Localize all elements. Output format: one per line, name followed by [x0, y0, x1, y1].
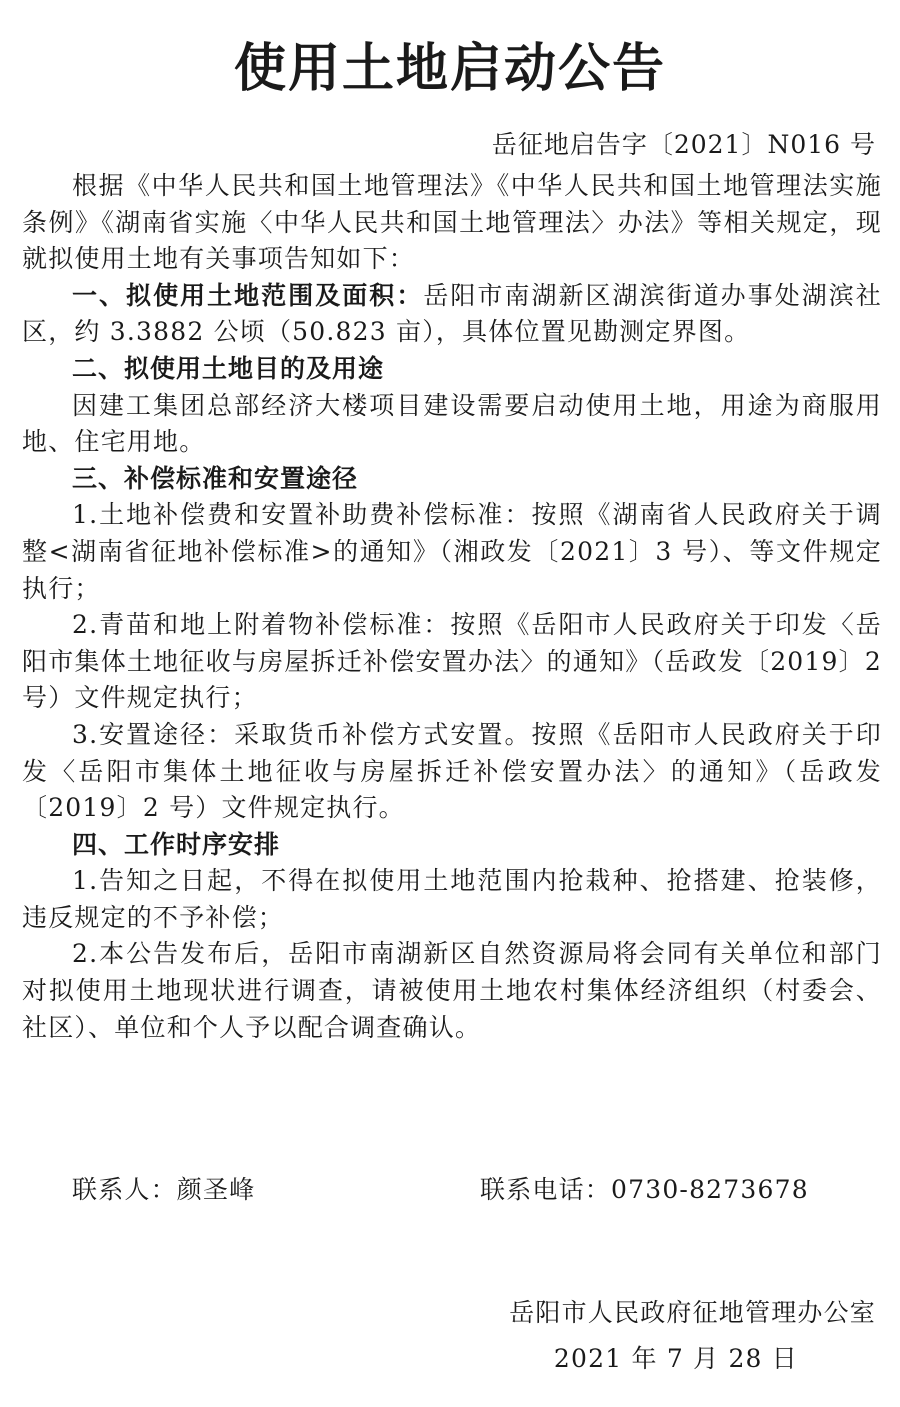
section-3-heading: 三、补偿标准和安置途径: [72, 463, 359, 493]
document-number: 岳征地启告字〔2021〕N016 号: [491, 130, 876, 159]
page-title: 使用土地启动公告: [233, 39, 666, 99]
section-2-text: 因建工集团总部经济大楼项目建设需要启动使用土地，用途为商服用地、住宅用地。: [22, 390, 882, 457]
intro-paragraph: 根据《中华人民共和国土地管理法》《中华人民共和国土地管理法实施条例》《湖南省实施〈中华人民共和国土地管理法〉办法》等相关规定，现就拟使用土地有关事项告知如下：: [22, 171, 882, 274]
contact-person: 联系人：颜圣峰: [72, 1175, 256, 1204]
issuing-office: 岳阳市人民政府征地管理办公室: [509, 1298, 876, 1327]
section-3-item: 2.青苗和地上附着物补偿标准：按照《岳阳市人民政府关于印发〈岳阳市集体土地征收与房屋拆迁补偿安置办法〉的通知》（岳政发〔2019〕2 号）文件规定执行；: [22, 610, 882, 713]
section-1: [22, 278, 882, 351]
section-1-heading: 一、拟使用土地范围及面积：: [72, 280, 424, 310]
section-3-item: 1.土地补偿费和安置补助费补偿标准：按照《湖南省人民政府关于调整<湖南省征地补偿标准>的通知》（湘政发〔2021〕3 号）、等文件规定执行；: [22, 500, 882, 603]
contact-phone: 联系电话：0730-8273678: [480, 1175, 809, 1204]
issue-date: 2021 年 7 月 28 日: [553, 1344, 798, 1373]
section-4-item: 2.本公告发布后，岳阳市南湖新区自然资源局将会同有关单位和部门对拟使用土地现状进行调查，请被使用土地农村集体经济组织（村委会、社区）、单位和个人予以配合调查确认。: [22, 939, 882, 1042]
section-4-item: 1.告知之日起，不得在拟使用土地范围内抢栽种、抢搭建、抢装修，违反规定的不予补偿；: [22, 866, 882, 932]
contact-info: [22, 1172, 882, 1212]
section-4-heading: 四、工作时序安排: [72, 829, 281, 859]
section-3-item: 3.安置途径：采取货币补偿方式安置。按照《岳阳市人民政府关于印发〈岳阳市集体土地征收与房屋拆迁补偿安置办法〉的通知》（岳政发〔2019〕2 号）文件规定执行。: [22, 719, 882, 823]
section-1-text: 岳阳市南湖新区湖滨街道办事处湖滨社区，约 3.3882 公顷（50.823 亩），具体位置见勘测定界图。: [22, 280, 882, 347]
notice-body: [22, 168, 882, 1046]
section-2-heading: 二、拟使用土地目的及用途: [72, 353, 385, 383]
